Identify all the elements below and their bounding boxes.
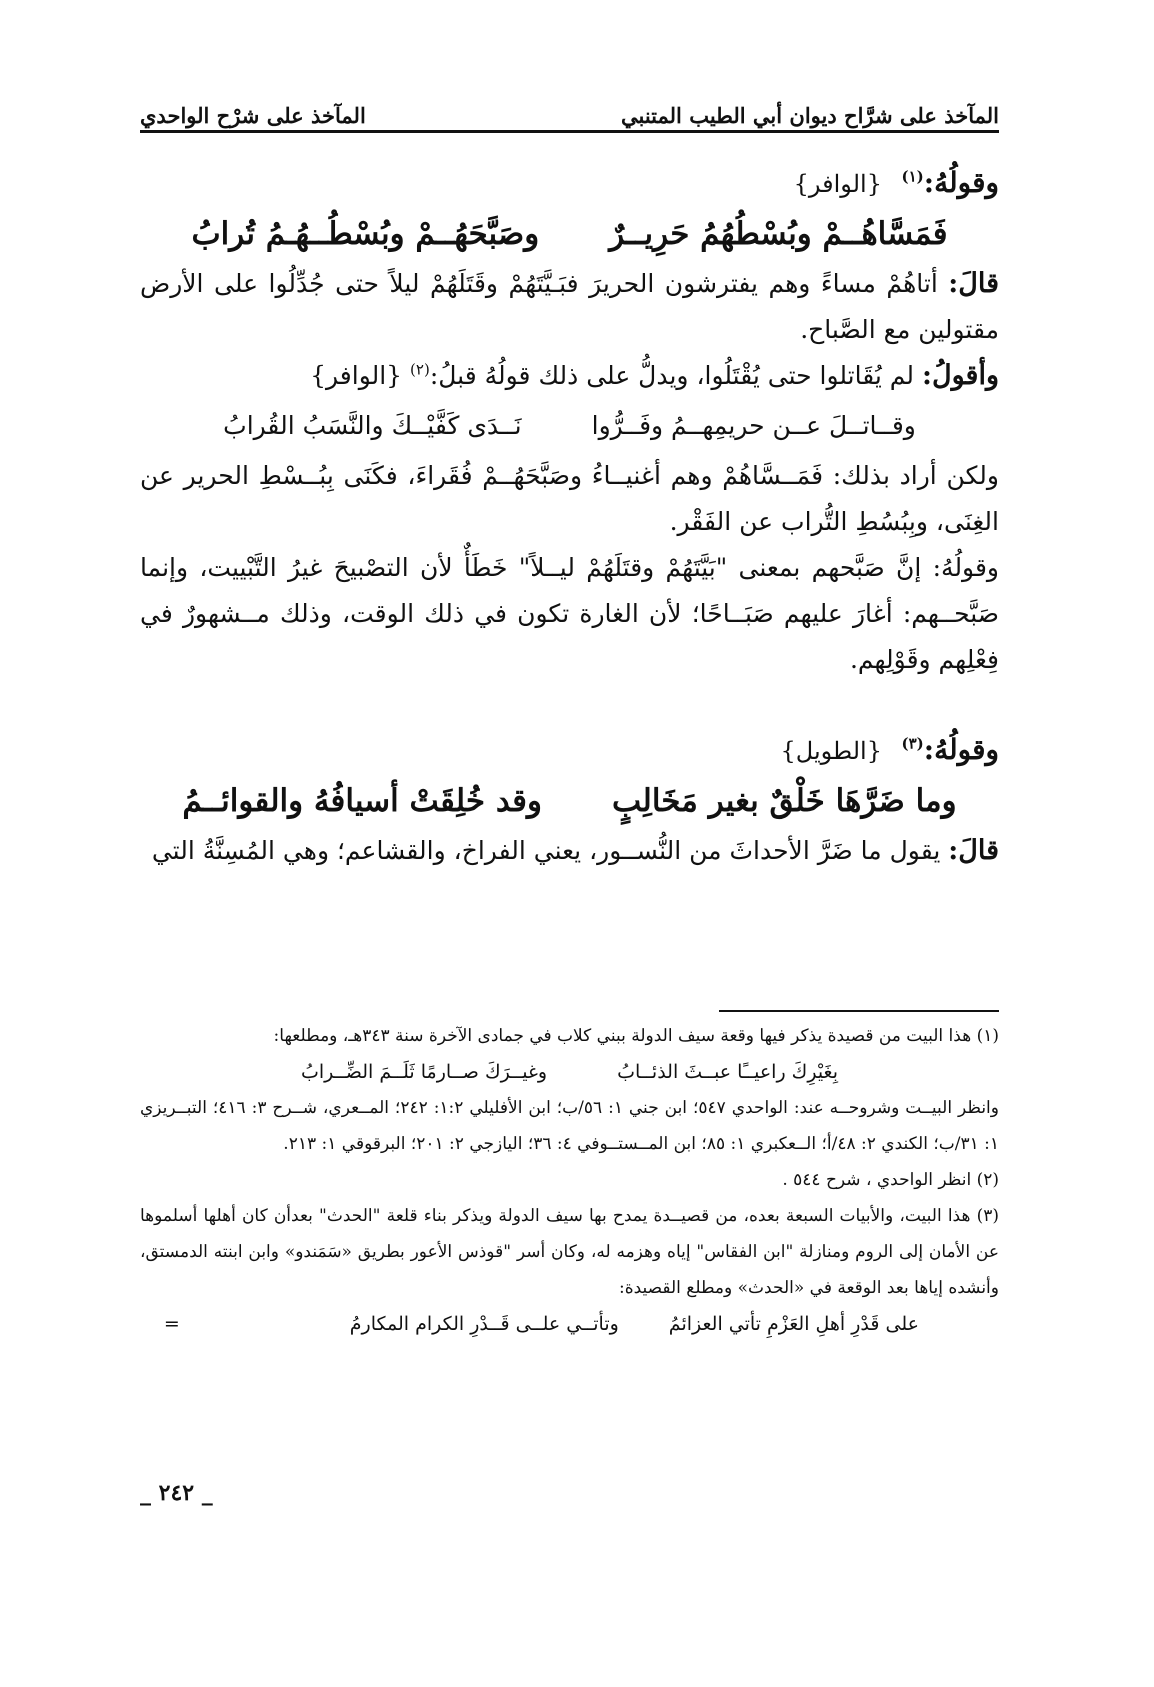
verse-1 bbox=[140, 211, 999, 257]
paragraph-3: وقولُهُ: إنَّ صَبَّحهم بمعنى "بَيَّتَهُمْ وقتَلَهُمْ ليــلاً" خَطَأٌ لأن التصْبيحَ غيرُ التَّبْييت، وإنما صَبَّحــهم: أغارَ عليهم صَبَــاحًا؛ لأن الغارة تكون في ذلك الوقت، وذلك مــشهورٌ في فِعْلِهم وقَوْلِهم. bbox=[140, 553, 999, 674]
verse-1-second-hemistich: وصَبَّحَهُــمْ وبُسْطُــهُـمُ تُرابُ bbox=[191, 216, 540, 252]
footnote-ref-2[interactable]: (٢) bbox=[410, 360, 430, 379]
footnote-3: (٣) هذا البيت، والأبيات السبعة بعده، من قصيــدة يمدح بها سيف الدولة ويذكر بناء قلعة "الحدث" بعدأن كان أهلها أسلموها عن الأمان إلى الروم ومنازلة "ابن الفقاس" إياه وهزمه له، وكان أسر "قوذس الأعور بطريق «سَمَندو» وابن ابنته الدمستق، وأنشده إياها بعد الوقعة في «الحدث» ومطلع القصيدة: bbox=[140, 1206, 999, 1298]
fn3-verse-second-hemistich: وتأتــي علــى قَــدْرِ الكرام المكارمُ bbox=[349, 1313, 619, 1335]
verse-3 bbox=[140, 778, 999, 824]
footnotes bbox=[140, 1018, 999, 1342]
aqulu-text: لم يُقَاتلوا حتى يُقْتَلُوا، ويدلُّ على ذلك قولُهُ قبلُ: bbox=[429, 361, 915, 390]
footnote-1: (١) هذا البيت من قصيدة يذكر فيها وقعة سيف الدولة ببني كلاب في جمادى الآخرة سنة ٣٤٣هـ، ومطلعها: bbox=[273, 1026, 999, 1046]
lead-word: وقولُهُ: bbox=[923, 166, 999, 199]
footnote-ref-3[interactable]: (٣) bbox=[901, 734, 924, 753]
footnote-1-sources: وانظر البيــت وشروحــه عند: الواحدي ٥٤٧؛ ابن جني ١: ٥٦/ب؛ ابن الأفليلي ١:٢: ٢٤٢؛ المــعري، شــرح ٣: ٤١٦؛ التبــريزي ١: ٣١/ب؛ الكندي ٢: ٤٨/أ؛ الــعكبري ١: ٨٥؛ ابن المــستــوفي ٤: ٣٦؛ اليازجي ٢: ٢٠١؛ البرقوقي ١: ٢١٣. bbox=[140, 1098, 999, 1154]
verse-2 bbox=[140, 403, 999, 449]
footnote-ref-1[interactable]: (١) bbox=[901, 167, 924, 186]
meter-label-2: {الطويل} bbox=[780, 737, 882, 765]
qala-keyword: قالَ: bbox=[948, 268, 999, 299]
verse-2-first-hemistich: وقــاتــلَ عــن حريمِهــمُ وفَــرُّوا bbox=[591, 411, 916, 440]
verse-2-second-hemistich: نَــدَى كَفَّيْــكَ والنَّسَبُ القُرابُ bbox=[223, 411, 522, 440]
continuation-mark: = bbox=[163, 1313, 180, 1335]
aqulu-keyword: وأقولُ: bbox=[922, 360, 999, 391]
section2-lead bbox=[140, 727, 999, 774]
footnote-rule bbox=[719, 1010, 999, 1012]
qala-text: أتاهُمْ مساءً وهم يفترشون الحريرَ فبَـيَّتَهُمْ وقَتَلَهُمْ ليلاً حتى جُدِّلُوا على الأرض مقتولين مع الصَّباح. bbox=[140, 269, 999, 344]
footnote-2: (٢) انظر الواحدي ، شرح ٥٤٤ . bbox=[782, 1170, 999, 1190]
header-book-title: المآخذ على شرَّاح ديوان أبي الطيب المتنبي bbox=[621, 103, 999, 128]
paragraph-qala-1 bbox=[140, 261, 999, 353]
qala-keyword-2: قالَ: bbox=[948, 835, 999, 866]
fn1-verse-first-hemistich: بِغَيْرِكَ راعيــًا عبــثَ الذئــابُ bbox=[617, 1061, 839, 1083]
verse-3-second-hemistich: وقد خُلِقَتْ أسيافُهُ والقوائــمُ bbox=[182, 783, 542, 819]
header-chapter-title: المآخذ على شرْح الواحدي bbox=[140, 103, 366, 128]
paragraph-qala-2 bbox=[140, 828, 999, 874]
fn1-verse-second-hemistich: وغيــرَكَ صــارمًا ثَلَــمَ الضِّــرابُ bbox=[300, 1061, 548, 1083]
paragraph-aqulu bbox=[140, 353, 999, 399]
main-text bbox=[140, 160, 999, 874]
footnote-3-verse bbox=[140, 1306, 999, 1342]
verse-1-first-hemistich: فَمَسَّاهُــمْ وبُسْطُهُمُ حَرِيــرٌ bbox=[609, 216, 948, 252]
section1-lead bbox=[140, 160, 999, 207]
page-number: _ ٢٤٢ _ bbox=[140, 1480, 213, 1506]
aqulu-meter: {الوافر} bbox=[310, 361, 403, 390]
qala-text-2: يقول ما ضَرَّ الأحداثَ من النُّســور، يعني الفراخ، والقشاعم؛ وهي المُسِنَّةُ التي bbox=[151, 836, 941, 865]
running-header bbox=[140, 88, 999, 128]
header-rule bbox=[140, 130, 999, 133]
paragraph-2: ولكن أراد بذلك: فَمَــسَّاهُمْ وهم أغنيــاءُ وصَبَّحَهُــمْ فُقَراءَ، فكَنَى بِبُــسْطِ الحرير عن الغِنَى، وبِبُسُطِ التُّراب عن الفَقْر. bbox=[140, 461, 999, 536]
fn3-verse-first-hemistich: على قَدْرِ أهلِ العَزْمِ تأتي العزائمُ bbox=[668, 1313, 919, 1335]
meter-label: {الوافر} bbox=[793, 170, 882, 198]
lead-word-2: وقولُهُ: bbox=[923, 733, 999, 766]
verse-3-first-hemistich: وما ضَرَّهَا خَلْقٌ بغير مَخَالِبٍ bbox=[611, 783, 957, 819]
footnote-1-verse bbox=[140, 1054, 999, 1090]
